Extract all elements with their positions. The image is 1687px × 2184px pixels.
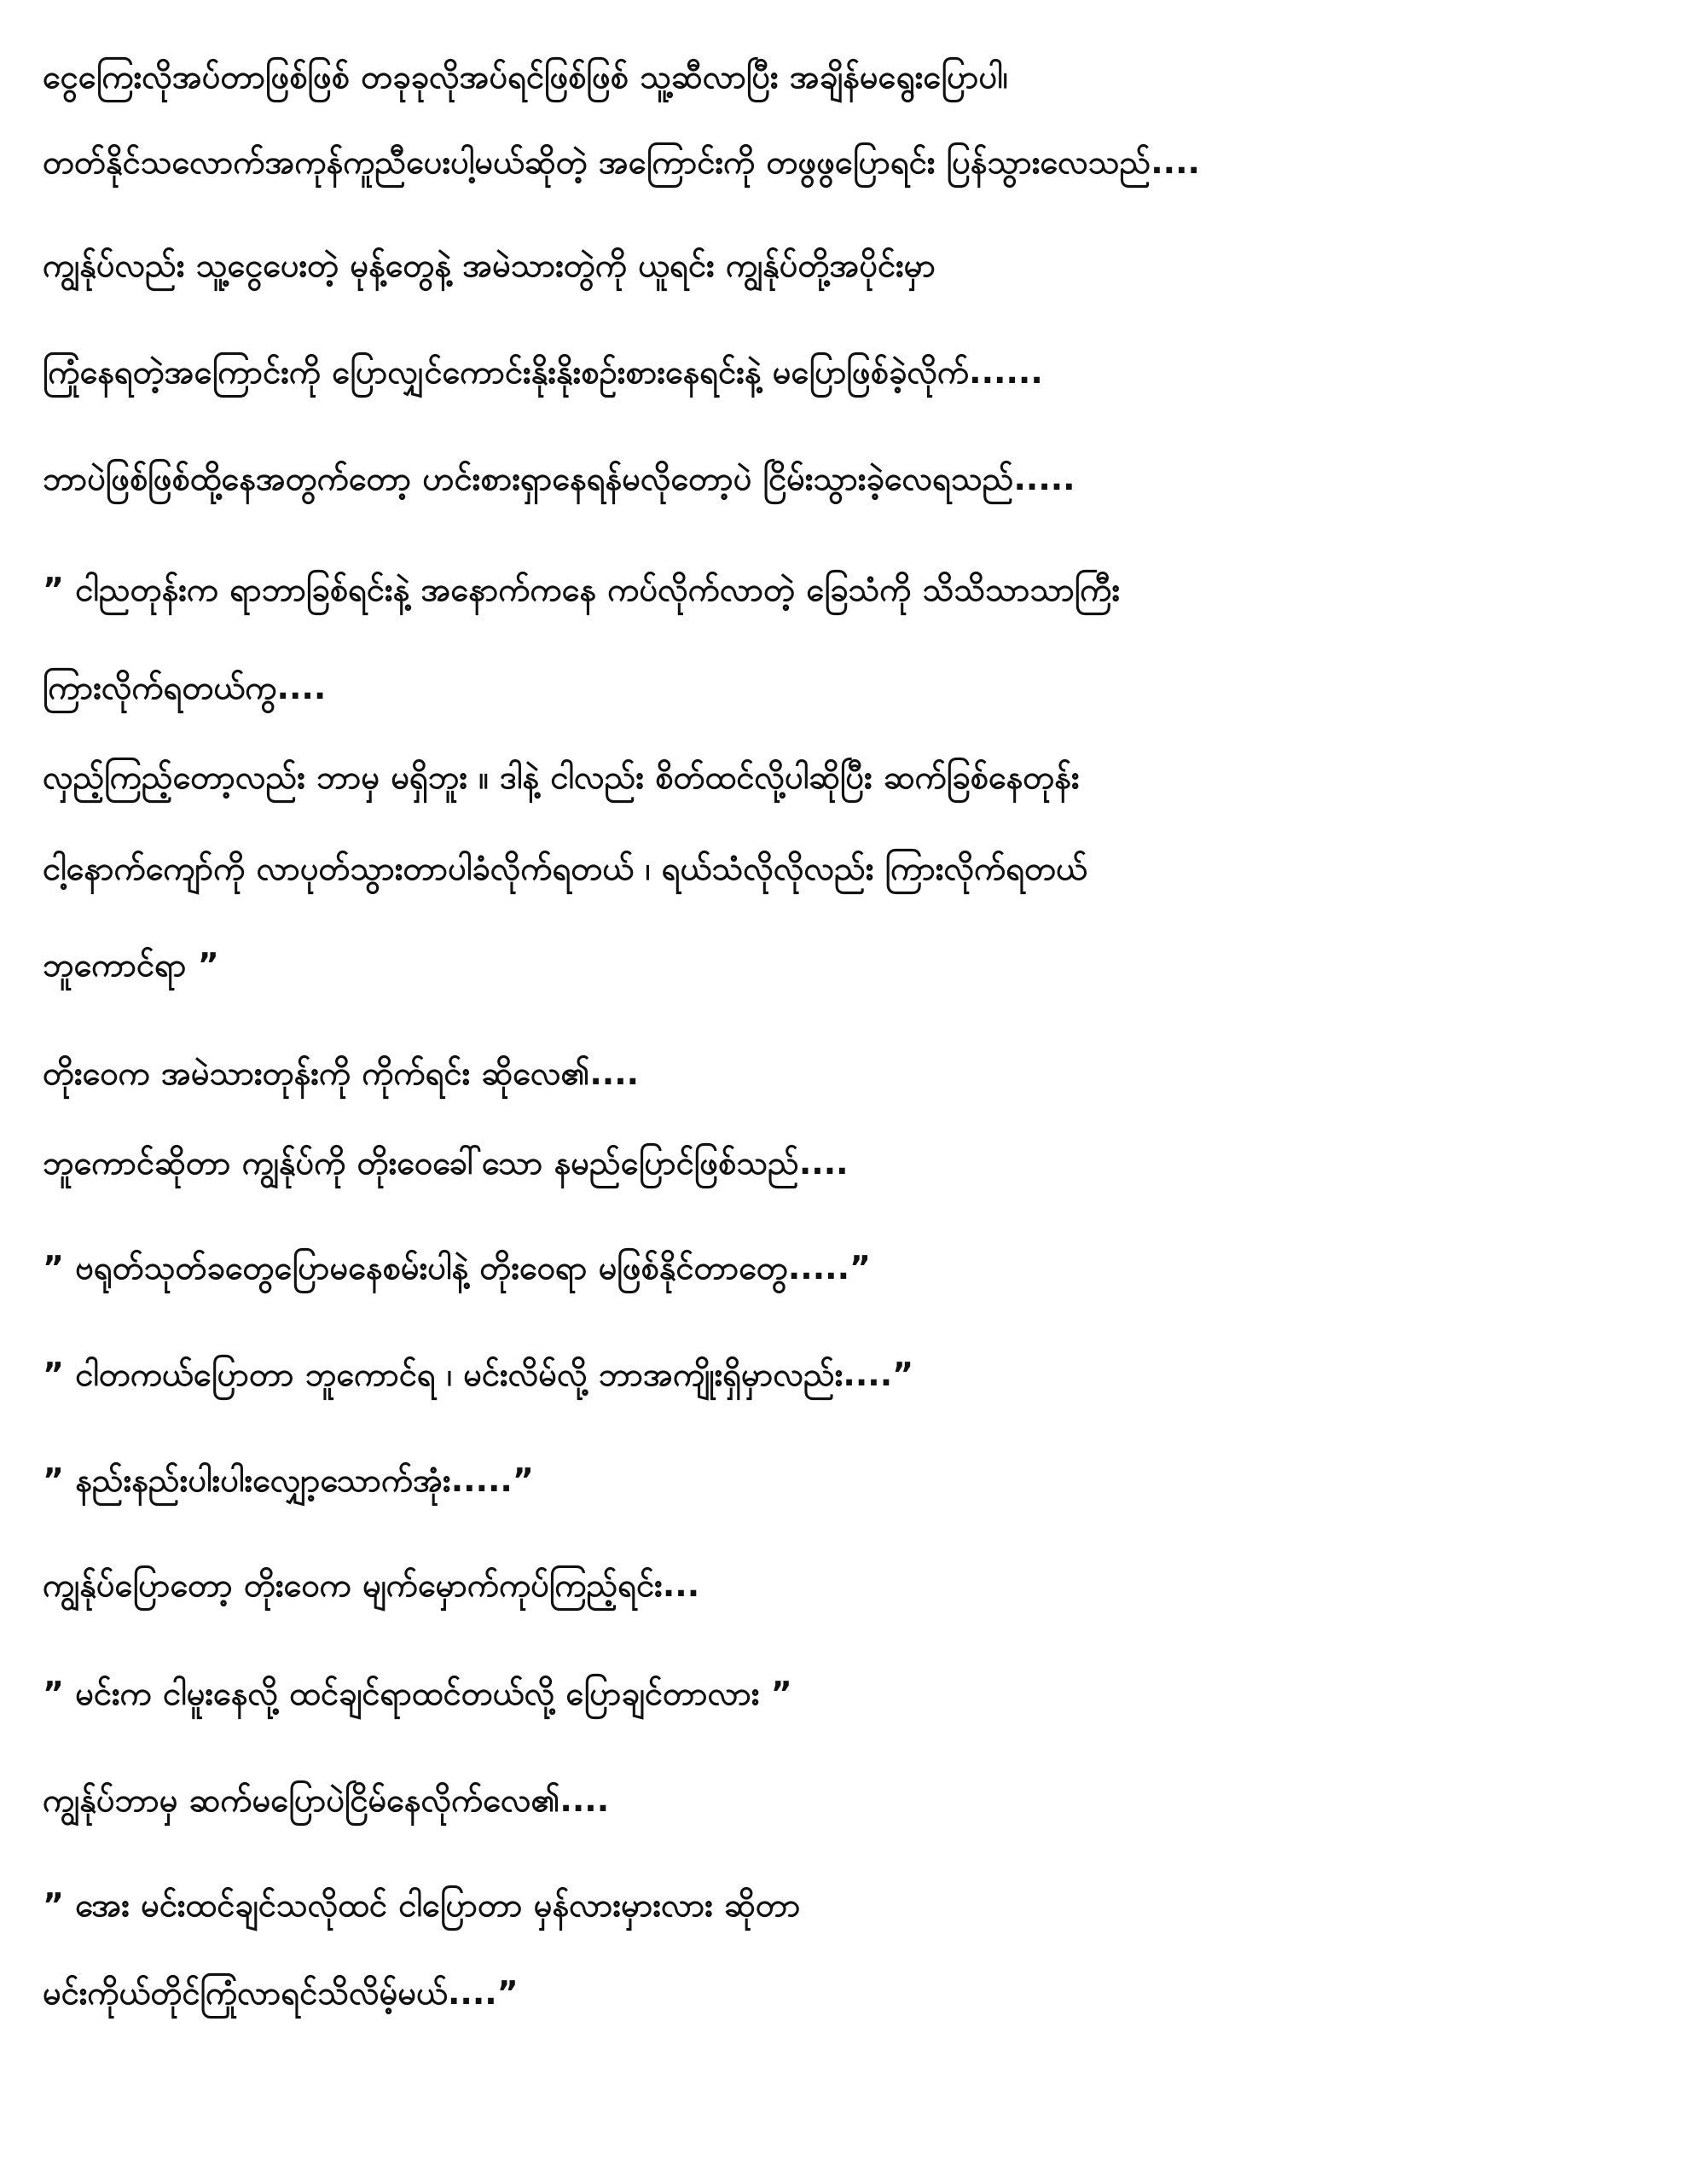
text-line: ကျွန်ုပ်ဘာမှ ဆက်မပြောပဲငြိမ်နေလိုက်လေ၏.... xyxy=(43,1781,610,1819)
text-line: ” အေး မင်းထင်ချင်သလိုထင် ငါပြောတာ မှန်လားမှားလား ဆိုတာ xyxy=(43,1886,801,1924)
text-line: ဘာပဲဖြစ်ဖြစ်ထို့နေအတွက်တော့ ဟင်းစားရှာနေရန်မလိုတော့ပဲ ငြိမ်းသွားခဲ့လေရသည်..... xyxy=(43,460,1075,497)
text-line: ” ငါညတုန်းက ရာဘာခြစ်ရင်းနဲ့ အနောက်ကနေ ကပ်လိုက်လာတဲ့ ခြေသံကို သိသိသာသာကြီး xyxy=(43,571,1121,608)
text-line: ” နည်းနည်းပါးပါးလျှော့သောက်အုံး.....” xyxy=(43,1461,534,1499)
text-line: ဘူကောင်ရာ ” xyxy=(43,946,219,984)
text-line: ကြုံနေရတဲ့အကြောင်းကို ပြောလျှင်ကောင်းနိုးနိုးစဉ်းစားနေရင်းနဲ့ မပြောဖြစ်ခဲ့လိုက်...... xyxy=(43,353,1043,391)
text-line: တတ်နိုင်သလောက်အကုန်ကူညီပေးပါ့မယ်ဆိုတဲ့ အကြောင်းကို တဖွဖွပြောရင်း ပြန်သွားလေသည်.... xyxy=(43,143,1200,181)
text-line: ” မင်းက ငါမူးနေလို့ ထင်ချင်ရာထင်တယ်လို့ ပြောချင်တာလား ” xyxy=(43,1675,792,1712)
text-line: ” ငါတကယ်ပြောတာ ဘူကောင်ရ ၊ မင်းလိမ်လို့ ဘာအကျိုးရှိမှာလည်း....” xyxy=(43,1356,914,1393)
text-line: ဘူကောင်ဆိုတာ ကျွန်ုပ်ကို တိုးဝေခေါ်သော နမည်ပြောင်ဖြစ်သည်.... xyxy=(43,1144,849,1182)
text-line: ကျွန်ုပ်ပြောတော့ တိုးဝေက မျက်မှောက်ကုပ်ကြည့်ရင်း... xyxy=(43,1566,700,1604)
text-line: ကြားလိုက်ရတယ်ကွ.... xyxy=(43,669,327,706)
text-line: ကျွန်ုပ်လည်း သူ့ငွေပေးတဲ့ မုန့်တွေနဲ့ အမဲသားတွဲကို ယူရင်း ကျွန်ုပ်တို့အပိုင်းမှာ xyxy=(43,247,936,284)
text-line: ငါ့နောက်ကျော်ကို လာပုတ်သွားတာပါခံလိုက်ရတယ် ၊ ရယ်သံလိုလိုလည်း ကြားလိုက်ရတယ် xyxy=(43,850,1088,887)
text-line: ငွေကြေးလိုအပ်တာဖြစ်ဖြစ် တခုခုလိုအပ်ရင်ဖြစ်ဖြစ် သူ့ဆီလာပြီး အချိန်မရွေးပြောပါ၊ xyxy=(43,58,1008,96)
text-line: လှည့်ကြည့်တော့လည်း ဘာမှ မရှိဘူး ။ ဒါနဲ့ ငါလည်း စိတ်ထင်လို့ပါဆိုပြီး ဆက်ခြစ်နေတုန်း xyxy=(43,758,1080,796)
text-line: မင်းကိုယ်တိုင်ကြုံလာရင်သိလိမ့်မယ်....” xyxy=(43,1974,519,2012)
text-line: ” ဗရုတ်သုတ်ခတွေပြောမနေစမ်းပါနဲ့ တိုးဝေရာ မဖြစ်နိုင်တာတွေ.....” xyxy=(43,1249,871,1287)
text-line: တိုးဝေက အမဲသားတုန်းကို ကိုက်ရင်း ဆိုလေ၏.... xyxy=(43,1054,640,1092)
